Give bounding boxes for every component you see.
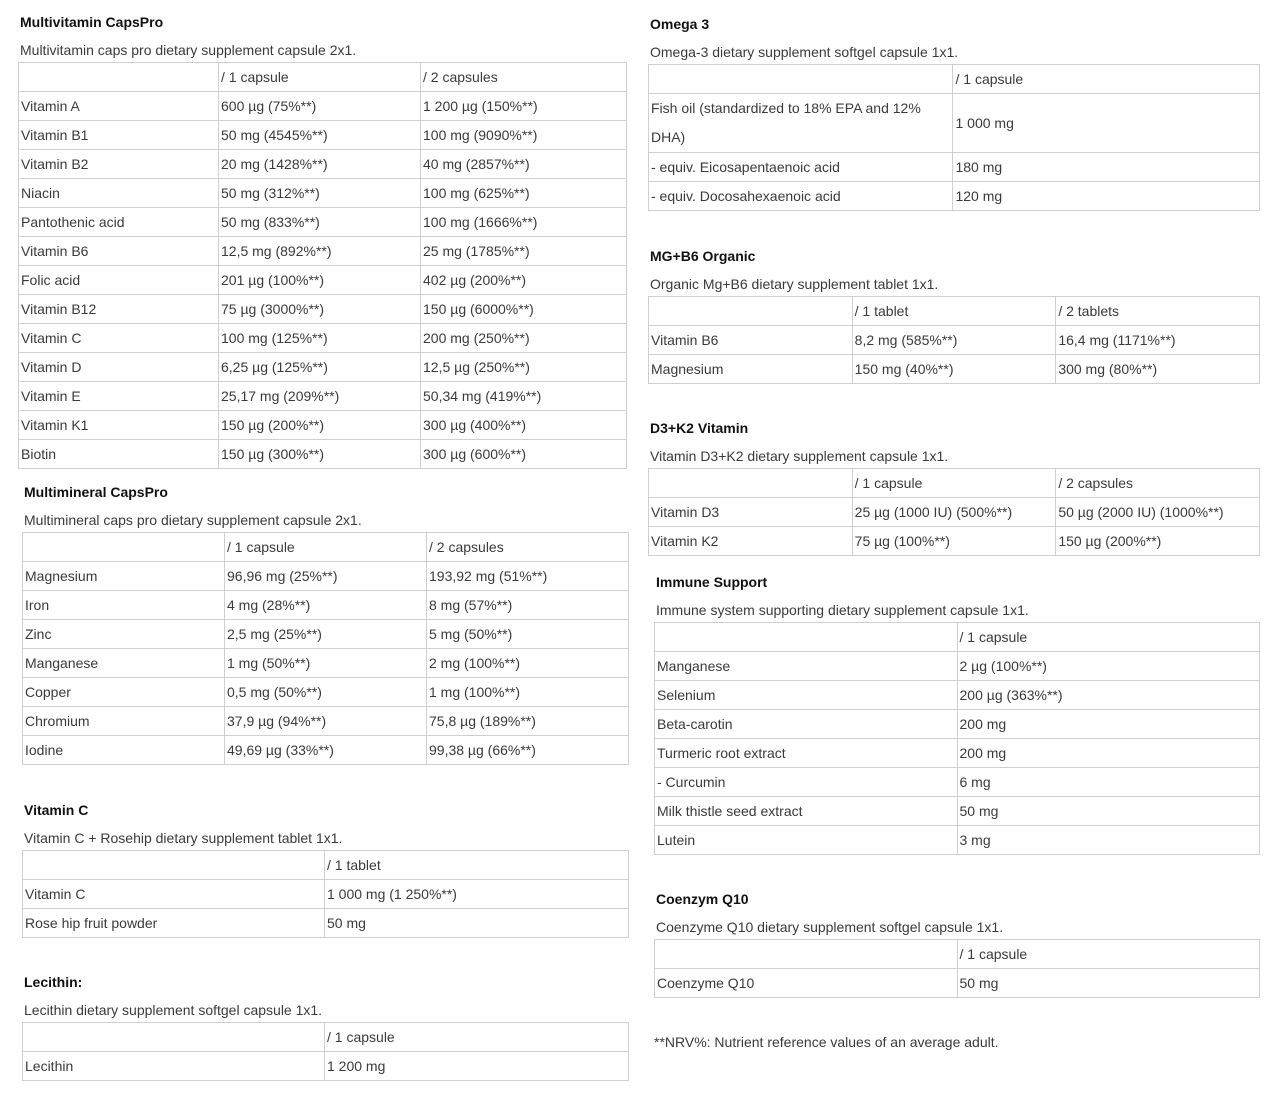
nutrient-value-cell: 150 µg (200%**) bbox=[219, 411, 421, 440]
nutrient-value-cell: 20 mg (1428%**) bbox=[219, 150, 421, 179]
table-row bbox=[649, 94, 1260, 153]
nutrient-name-cell: Vitamin B6 bbox=[649, 326, 853, 355]
nutrient-name-cell: Pantothenic acid bbox=[19, 208, 219, 237]
nutrient-value-cell: 25 mg (1785%**) bbox=[421, 237, 627, 266]
table-row bbox=[655, 797, 1260, 826]
nutrition-table bbox=[22, 532, 629, 765]
nutrition-table bbox=[22, 850, 629, 938]
table-row bbox=[655, 768, 1260, 797]
nutrient-value-cell: 16,4 mg (1171%**) bbox=[1056, 326, 1260, 355]
nutrient-value-cell: 8 mg (57%**) bbox=[427, 591, 629, 620]
nutrient-name-cell: Coenzyme Q10 bbox=[655, 969, 958, 998]
section-title: Immune Support bbox=[656, 574, 768, 590]
table-header-cell bbox=[23, 533, 225, 562]
section-description: Multimineral caps pro dietary supplement capsule 2x1. bbox=[24, 512, 362, 528]
nutrient-value-cell: 150 µg (6000%**) bbox=[421, 295, 627, 324]
section-description: Vitamin D3+K2 dietary supplement capsule 1x1. bbox=[650, 448, 949, 464]
section-title: Multimineral CapsPro bbox=[24, 484, 168, 500]
nutrient-name-cell: Vitamin C bbox=[19, 324, 219, 353]
nutrient-value-cell: 100 mg (125%**) bbox=[219, 324, 421, 353]
nutrient-name-cell: Lecithin bbox=[23, 1052, 325, 1081]
table-row bbox=[19, 353, 627, 382]
nutrient-value-cell: 1 000 mg bbox=[953, 94, 1260, 153]
section-title: Coenzym Q10 bbox=[656, 891, 749, 907]
nutrient-value-cell: 150 µg (300%**) bbox=[219, 440, 421, 469]
table-row bbox=[655, 826, 1260, 855]
table-row bbox=[649, 153, 1260, 182]
nutrient-name-cell: Vitamin B12 bbox=[19, 295, 219, 324]
nutrient-name-cell: Vitamin K2 bbox=[649, 527, 853, 556]
nutrient-value-cell: 600 µg (75%**) bbox=[219, 92, 421, 121]
table-row bbox=[649, 527, 1260, 556]
table-header-cell bbox=[655, 940, 958, 969]
section-multivitamin bbox=[18, 14, 626, 474]
nutrient-value-cell: 8,2 mg (585%**) bbox=[852, 326, 1056, 355]
nutrient-name-cell: Manganese bbox=[23, 649, 225, 678]
nutrient-value-cell: 2 mg (100%**) bbox=[427, 649, 629, 678]
nutrient-name-cell: Biotin bbox=[19, 440, 219, 469]
table-header-row bbox=[655, 940, 1260, 969]
table-header-cell: / 1 capsule bbox=[953, 65, 1260, 94]
nutrient-value-cell: 1 mg (50%**) bbox=[225, 649, 427, 678]
table-row bbox=[19, 266, 627, 295]
nutrient-value-cell: 0,5 mg (50%**) bbox=[225, 678, 427, 707]
section-title: Lecithin: bbox=[24, 974, 83, 990]
table-row bbox=[19, 324, 627, 353]
section-mg-b6 bbox=[648, 248, 1260, 388]
table-row bbox=[649, 498, 1260, 527]
nutrition-table bbox=[648, 64, 1260, 211]
nutrition-table bbox=[654, 622, 1260, 855]
nutrient-value-cell: 180 mg bbox=[953, 153, 1260, 182]
nutrient-value-cell: 200 mg bbox=[957, 710, 1260, 739]
section-lecithin bbox=[22, 974, 626, 1086]
nutrient-value-cell: 5 mg (50%**) bbox=[427, 620, 629, 649]
nutrient-name-cell: Lutein bbox=[655, 826, 958, 855]
nutrient-value-cell: 50 mg (312%**) bbox=[219, 179, 421, 208]
section-description: Organic Mg+B6 dietary supplement tablet 1x1. bbox=[650, 276, 939, 292]
nutrient-name-cell: Manganese bbox=[655, 652, 958, 681]
nutrient-name-cell: Vitamin B1 bbox=[19, 121, 219, 150]
nutrient-value-cell: 1 200 mg bbox=[325, 1052, 629, 1081]
table-header-cell: / 1 capsule bbox=[325, 1023, 629, 1052]
nutrient-value-cell: 1 200 µg (150%**) bbox=[421, 92, 627, 121]
table-row bbox=[19, 295, 627, 324]
nutrient-value-cell: 50,34 mg (419%**) bbox=[421, 382, 627, 411]
section-description: Omega-3 dietary supplement softgel capsule 1x1. bbox=[650, 44, 959, 60]
nutrient-value-cell: 3 mg bbox=[957, 826, 1260, 855]
table-header-cell bbox=[23, 1023, 325, 1052]
table-row bbox=[19, 411, 627, 440]
nutrient-value-cell: 50 µg (2000 IU) (1000%**) bbox=[1056, 498, 1260, 527]
table-row bbox=[19, 440, 627, 469]
nutrient-value-cell: 96,96 mg (25%**) bbox=[225, 562, 427, 591]
nutrient-value-cell: 150 mg (40%**) bbox=[852, 355, 1056, 384]
nutrient-value-cell: 75,8 µg (189%**) bbox=[427, 707, 629, 736]
table-row bbox=[23, 620, 629, 649]
nutrient-value-cell: 300 µg (400%**) bbox=[421, 411, 627, 440]
nutrition-table bbox=[648, 296, 1260, 384]
section-coenzym-q10 bbox=[654, 891, 1260, 1003]
nutrient-value-cell: 12,5 µg (250%**) bbox=[421, 353, 627, 382]
table-row bbox=[23, 736, 629, 765]
nutrient-name-cell: Vitamin C bbox=[23, 880, 325, 909]
nutrient-name-cell: - equiv. Docosahexaenoic acid bbox=[649, 182, 953, 211]
table-header-cell bbox=[649, 297, 853, 326]
nutrient-name-cell: Vitamin D bbox=[19, 353, 219, 382]
nutrient-value-cell: 200 mg (250%**) bbox=[421, 324, 627, 353]
table-header-cell: / 1 capsule bbox=[852, 469, 1056, 498]
section-description: Vitamin C + Rosehip dietary supplement tablet 1x1. bbox=[24, 830, 343, 846]
nutrient-value-cell: 120 mg bbox=[953, 182, 1260, 211]
table-header-cell: / 1 tablet bbox=[852, 297, 1056, 326]
nutrient-value-cell: 100 mg (9090%**) bbox=[421, 121, 627, 150]
section-title: MG+B6 Organic bbox=[650, 248, 756, 264]
nutrient-value-cell: 1 000 mg (1 250%**) bbox=[325, 880, 629, 909]
nutrient-value-cell: 75 µg (100%**) bbox=[852, 527, 1056, 556]
section-title: Multivitamin CapsPro bbox=[20, 14, 164, 30]
table-row bbox=[649, 182, 1260, 211]
nutrient-name-cell: Vitamin B6 bbox=[19, 237, 219, 266]
nutrient-value-cell: 50 mg (4545%**) bbox=[219, 121, 421, 150]
nutrient-value-cell: 200 µg (363%**) bbox=[957, 681, 1260, 710]
nutrient-name-cell: - equiv. Eicosapentaenoic acid bbox=[649, 153, 953, 182]
table-row bbox=[23, 880, 629, 909]
nutrient-value-cell: 25 µg (1000 IU) (500%**) bbox=[852, 498, 1056, 527]
nutrient-value-cell: 37,9 µg (94%**) bbox=[225, 707, 427, 736]
nutrient-value-cell: 4 mg (28%**) bbox=[225, 591, 427, 620]
nutrient-name-cell: Chromium bbox=[23, 707, 225, 736]
nutrient-name-cell: Selenium bbox=[655, 681, 958, 710]
table-row bbox=[23, 678, 629, 707]
section-omega-3 bbox=[648, 16, 1260, 216]
table-header-cell: / 2 capsules bbox=[421, 63, 627, 92]
nutrition-table bbox=[18, 62, 627, 469]
table-header-row bbox=[23, 851, 629, 880]
nutrient-name-cell: Beta-carotin bbox=[655, 710, 958, 739]
table-header-cell bbox=[19, 63, 219, 92]
nutrient-value-cell: 402 µg (200%**) bbox=[421, 266, 627, 295]
nutrient-name-cell: Rose hip fruit powder bbox=[23, 909, 325, 938]
nutrient-name-cell: Zinc bbox=[23, 620, 225, 649]
table-row bbox=[19, 179, 627, 208]
nutrient-value-cell: 12,5 mg (892%**) bbox=[219, 237, 421, 266]
table-row bbox=[655, 652, 1260, 681]
nutrient-name-cell: Milk thistle seed extract bbox=[655, 797, 958, 826]
nutrient-value-cell: 150 µg (200%**) bbox=[1056, 527, 1260, 556]
table-row bbox=[19, 121, 627, 150]
table-header-cell bbox=[649, 65, 953, 94]
section-description: Lecithin dietary supplement softgel capsule 1x1. bbox=[24, 1002, 323, 1018]
nutrient-name-cell: - Curcumin bbox=[655, 768, 958, 797]
nutrient-value-cell: 1 mg (100%**) bbox=[427, 678, 629, 707]
nutrient-value-cell: 6,25 µg (125%**) bbox=[219, 353, 421, 382]
section-description: Immune system supporting dietary supplement capsule 1x1. bbox=[656, 602, 1029, 618]
table-header-row bbox=[649, 469, 1260, 498]
section-title: D3+K2 Vitamin bbox=[650, 420, 749, 436]
table-header-cell: / 2 capsules bbox=[427, 533, 629, 562]
section-title: Omega 3 bbox=[650, 16, 710, 32]
nutrient-value-cell: 99,38 µg (66%**) bbox=[427, 736, 629, 765]
table-header-cell bbox=[649, 469, 853, 498]
section-title: Vitamin C bbox=[24, 802, 89, 818]
table-header-cell: / 1 capsule bbox=[219, 63, 421, 92]
table-row bbox=[19, 208, 627, 237]
table-row bbox=[23, 909, 629, 938]
table-row bbox=[19, 382, 627, 411]
nutrient-value-cell: 2,5 mg (25%**) bbox=[225, 620, 427, 649]
table-header-cell: / 1 capsule bbox=[225, 533, 427, 562]
nutrient-value-cell: 50 mg bbox=[957, 797, 1260, 826]
nutrient-name-cell: Vitamin E bbox=[19, 382, 219, 411]
table-header-row bbox=[19, 63, 627, 92]
table-header-cell: / 2 capsules bbox=[1056, 469, 1260, 498]
nutrient-value-cell: 75 µg (3000%**) bbox=[219, 295, 421, 324]
nutrient-name-cell: Magnesium bbox=[649, 355, 853, 384]
table-header-cell bbox=[655, 623, 958, 652]
section-description: Coenzyme Q10 dietary supplement softgel capsule 1x1. bbox=[656, 919, 1004, 935]
nutrient-value-cell: 50 mg (833%**) bbox=[219, 208, 421, 237]
nutrient-name-cell: Iron bbox=[23, 591, 225, 620]
nutrient-value-cell: 201 µg (100%**) bbox=[219, 266, 421, 295]
table-header-row bbox=[23, 1023, 629, 1052]
section-vitamin-c bbox=[22, 802, 626, 942]
table-header-row bbox=[655, 623, 1260, 652]
nutrient-name-cell: Turmeric root extract bbox=[655, 739, 958, 768]
nutrient-name-cell: Copper bbox=[23, 678, 225, 707]
table-row bbox=[23, 591, 629, 620]
nutrition-table bbox=[22, 1022, 629, 1081]
table-row bbox=[23, 562, 629, 591]
nutrient-value-cell: 49,69 µg (33%**) bbox=[225, 736, 427, 765]
section-multimineral bbox=[22, 484, 626, 774]
table-header-row bbox=[649, 297, 1260, 326]
nutrient-value-cell: 40 mg (2857%**) bbox=[421, 150, 627, 179]
table-header-cell: / 1 capsule bbox=[957, 623, 1260, 652]
table-row bbox=[655, 710, 1260, 739]
nutrient-value-cell: 193,92 mg (51%**) bbox=[427, 562, 629, 591]
table-row bbox=[655, 681, 1260, 710]
nutrient-value-cell: 6 mg bbox=[957, 768, 1260, 797]
table-row bbox=[19, 150, 627, 179]
nutrient-value-cell: 50 mg bbox=[325, 909, 629, 938]
table-row bbox=[649, 355, 1260, 384]
nutrient-value-cell: 100 mg (1666%**) bbox=[421, 208, 627, 237]
nutrient-value-cell: 50 mg bbox=[957, 969, 1260, 998]
nutrient-value-cell: 300 µg (600%**) bbox=[421, 440, 627, 469]
nutrient-name-cell: Iodine bbox=[23, 736, 225, 765]
section-description: Multivitamin caps pro dietary supplement capsule 2x1. bbox=[20, 42, 357, 58]
nutrition-table bbox=[654, 939, 1260, 998]
nutrient-name-cell: Fish oil (standardized to 18% EPA and 12% DHA) bbox=[649, 94, 953, 153]
nutrient-value-cell: 2 µg (100%**) bbox=[957, 652, 1260, 681]
table-header-cell bbox=[23, 851, 325, 880]
table-row bbox=[649, 326, 1260, 355]
table-header-cell: / 1 tablet bbox=[325, 851, 629, 880]
table-row bbox=[19, 92, 627, 121]
nutrient-value-cell: 100 mg (625%**) bbox=[421, 179, 627, 208]
table-header-row bbox=[649, 65, 1260, 94]
table-row bbox=[19, 237, 627, 266]
nutrient-name-cell: Magnesium bbox=[23, 562, 225, 591]
table-header-cell: / 2 tablets bbox=[1056, 297, 1260, 326]
nutrient-value-cell: 200 mg bbox=[957, 739, 1260, 768]
nutrient-name-cell: Vitamin D3 bbox=[649, 498, 853, 527]
table-header-cell: / 1 capsule bbox=[957, 940, 1260, 969]
table-row bbox=[655, 969, 1260, 998]
table-row bbox=[23, 649, 629, 678]
table-header-row bbox=[23, 533, 629, 562]
table-row bbox=[23, 707, 629, 736]
nutrient-name-cell: Niacin bbox=[19, 179, 219, 208]
nrv-footnote: **NRV%: Nutrient reference values of an average adult. bbox=[654, 1034, 999, 1050]
table-row bbox=[23, 1052, 629, 1081]
section-d3-k2 bbox=[648, 420, 1260, 560]
nutrition-table bbox=[648, 468, 1260, 556]
table-row bbox=[655, 739, 1260, 768]
nutrient-name-cell: Vitamin B2 bbox=[19, 150, 219, 179]
nutrient-name-cell: Vitamin K1 bbox=[19, 411, 219, 440]
nutrient-name-cell: Vitamin A bbox=[19, 92, 219, 121]
section-immune-support bbox=[654, 574, 1260, 864]
nutrient-value-cell: 300 mg (80%**) bbox=[1056, 355, 1260, 384]
nutrient-value-cell: 25,17 mg (209%**) bbox=[219, 382, 421, 411]
nutrient-name-cell: Folic acid bbox=[19, 266, 219, 295]
